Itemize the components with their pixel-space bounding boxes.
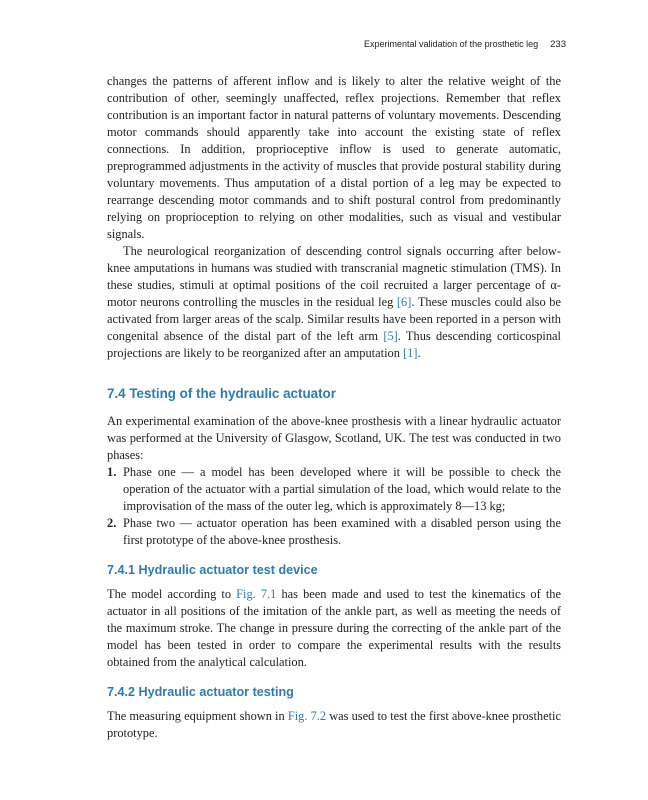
- list-item-text: Phase one — a model has been developed where it will be possible to check the operation of the actuator with a partial simulation of the load, which would relate to the improvisation of the mass of the outer leg, which is approximately 8—13 kg;: [123, 465, 561, 513]
- citation-link[interactable]: [6]: [396, 295, 412, 309]
- page-number: 233: [550, 39, 566, 50]
- paragraph-text: . Thus descending corticospinal projections are likely to be reorganized after an amputation: [107, 329, 561, 360]
- paragraph-text: has been made and used to test the kinematics of the actuator in all positions of the imitation of the ankle part, as well as meeting the needs of the maximum stroke. The change in pressure during the correcting of the ankle part of the model has been tested in order to compare the experimental results with the results obtained from the analytical calculation.: [107, 587, 561, 669]
- paragraph-text: The measuring equipment shown in: [107, 709, 288, 723]
- paragraph-text: The neurological reorganization of descending control signals occurring after below-knee amputations in humans was studied with transcranial magnetic stimulation (TMS). In these studies, stimuli at optimal positions of the coil recruited a larger percentage of α-motor neurons controlling the muscles in the residual leg: [107, 244, 561, 309]
- section-intro: An experimental examination of the above-knee prosthesis with a linear hydraulic actuator was performed at the University of Glasgow, Scotland, UK. The test was conducted in two phases:: [107, 414, 561, 462]
- paragraph-reflex: changes the patterns of afferent inflow and is likely to alter the relative weight of the contribution of other, seemingly unaffected, reflex projections. Remember that reflex contribution is an important factor in natural patterns of voluntary movements. Descending motor commands should apparently take into account the existing state of reflex connections. In addition, proprioceptive inflow is used to generate automatic, preprogrammed adjustments in the activity of muscles that provide postural stability during voluntary movements. Thus amputation of a distal portion of a leg may be expected to rearrange descending motor commands and to shift postural control from predominantly relying on proprioception to relying on other modalities, such as visual and vestibular signals.: [107, 74, 561, 241]
- list-item-text: Phase two — actuator operation has been examined with a disabled person using the first prototype of the above-knee prosthesis.: [123, 516, 561, 547]
- citation-link[interactable]: [1]: [403, 346, 418, 360]
- paragraph-text: was used to test the first above-knee prosthetic prototype.: [107, 709, 561, 740]
- page-body: [107, 73, 561, 742]
- paragraph-neurological-reorganization: [107, 243, 561, 362]
- figure-link[interactable]: Fig. 7.2: [287, 709, 327, 723]
- paragraph-text: The model according to: [107, 587, 237, 601]
- list-item: [107, 464, 561, 515]
- running-head: [106, 39, 566, 55]
- list-item: [107, 515, 561, 549]
- list-item-number: 1.: [107, 465, 117, 479]
- figure-link[interactable]: Fig. 7.1: [236, 587, 277, 601]
- running-head-title: Experimental validation of the prosthetic leg: [364, 39, 539, 49]
- phase-list: [107, 464, 561, 549]
- subsection-heading-testing: 7.4.2 Hydraulic actuator testing: [107, 685, 294, 699]
- paragraph-testing: [107, 708, 561, 742]
- paragraph-test-device: [107, 586, 561, 671]
- citation-link[interactable]: [5]: [383, 329, 398, 343]
- list-item-number: 2.: [107, 516, 117, 530]
- paragraph-text: .: [417, 346, 421, 360]
- subsection-heading-test-device: 7.4.1 Hydraulic actuator test device: [107, 563, 318, 577]
- section-heading: 7.4 Testing of the hydraulic actuator: [107, 386, 336, 401]
- paragraph-text: . These muscles could also be activated from larger areas of the scalp. Similar results have been reported in a person with congenital absence of the distal part of the left arm: [107, 295, 561, 343]
